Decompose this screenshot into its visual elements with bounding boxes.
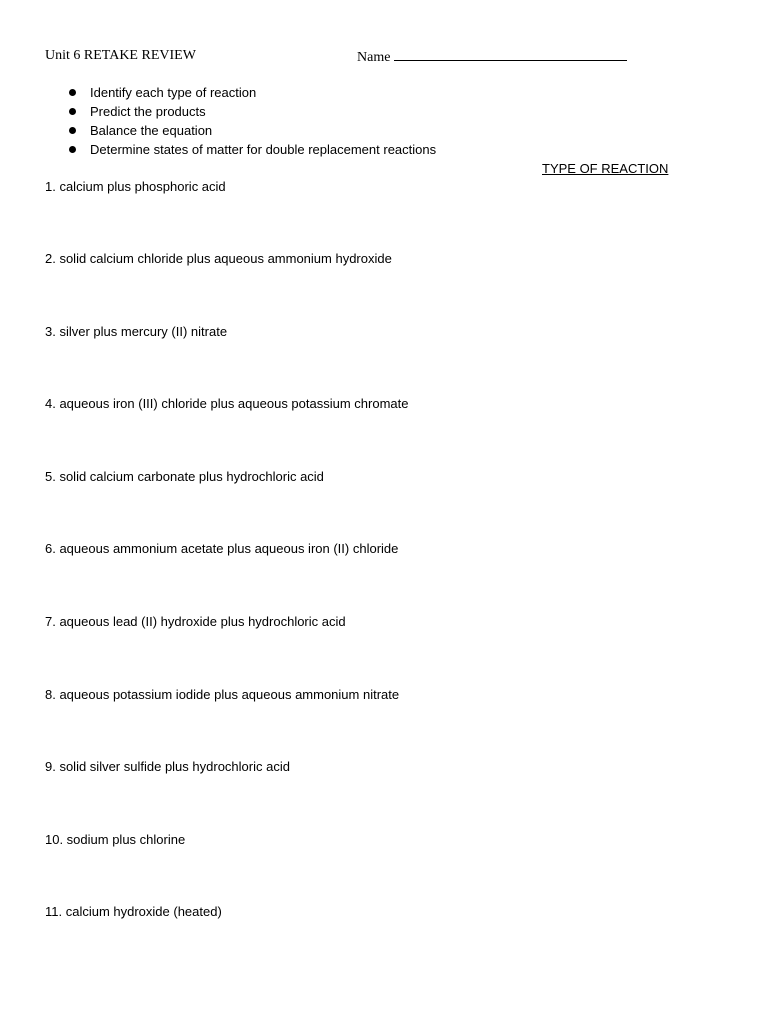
instruction-item <box>66 141 436 160</box>
question-10: 10. sodium plus chlorine <box>45 832 186 847</box>
type-of-reaction-heading: TYPE OF REACTION <box>542 161 669 176</box>
instruction-item <box>66 84 436 103</box>
name-field <box>357 47 627 67</box>
question-2: 2. solid calcium chloride plus aqueous ammonium hydroxide <box>45 251 392 266</box>
worksheet-title: Unit 6 RETAKE REVIEW <box>45 48 196 63</box>
question-4: 4. aqueous iron (III) chloride plus aqueous potassium chromate <box>45 396 409 411</box>
bullet-icon <box>69 108 76 115</box>
question-11: 11. calcium hydroxide (heated) <box>45 904 222 919</box>
name-label: Name <box>357 50 391 65</box>
instruction-text: Predict the products <box>90 104 206 119</box>
question-6: 6. aqueous ammonium acetate plus aqueous iron (II) chloride <box>45 541 399 556</box>
question-9: 9. solid silver sulfide plus hydrochloric acid <box>45 759 290 774</box>
question-7: 7. aqueous lead (II) hydroxide plus hydrochloric acid <box>45 614 346 629</box>
instruction-item <box>66 122 436 141</box>
instruction-text: Determine states of matter for double replacement reactions <box>90 142 437 157</box>
question-1: 1. calcium plus phosphoric acid <box>45 179 226 194</box>
bullet-icon <box>69 127 76 134</box>
question-3: 3. silver plus mercury (II) nitrate <box>45 324 228 339</box>
question-8: 8. aqueous potassium iodide plus aqueous ammonium nitrate <box>45 687 400 702</box>
bullet-icon <box>69 146 76 153</box>
instruction-text: Identify each type of reaction <box>90 85 257 100</box>
instruction-item <box>66 103 436 122</box>
instruction-list <box>66 84 436 160</box>
question-5: 5. solid calcium carbonate plus hydrochloric acid <box>45 469 324 484</box>
name-blank-line <box>394 47 627 61</box>
bullet-icon <box>69 89 76 96</box>
instruction-text: Balance the equation <box>90 123 213 138</box>
